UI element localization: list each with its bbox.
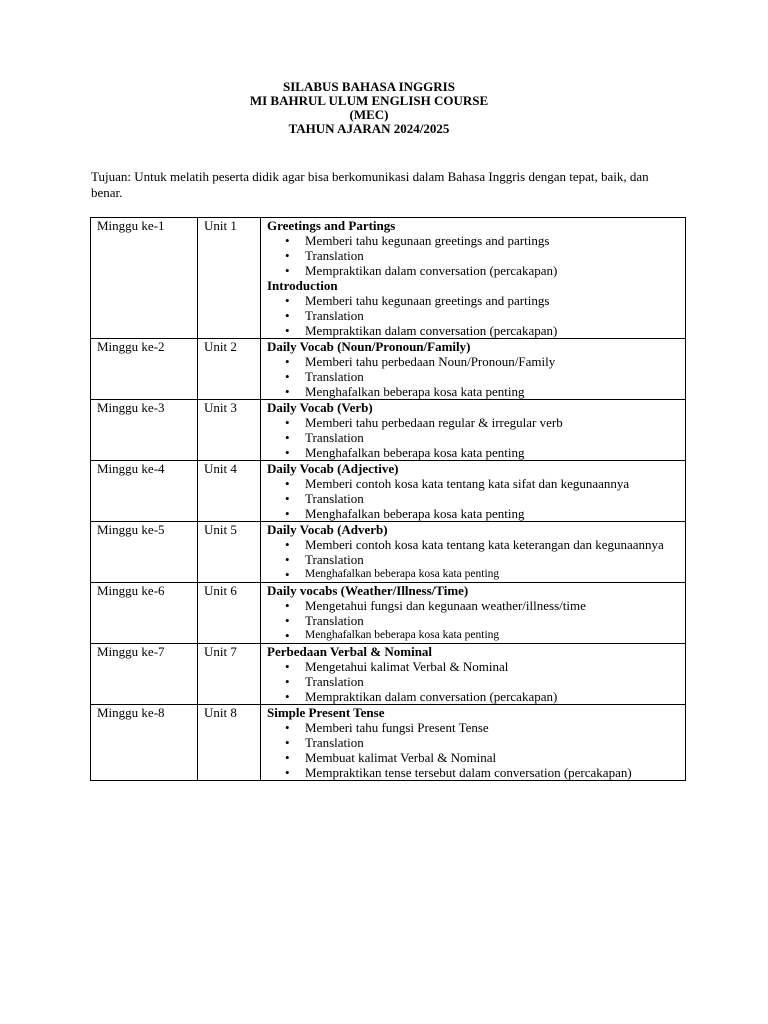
purpose-statement: Tujuan: Untuk melatih peserta didik agar bisa berkomunikasi dalam Bahasa Inggris dengan tepat, baik, dan benar. xyxy=(91,169,649,200)
syllabus-row xyxy=(91,461,686,522)
unit-cell: Unit 8 xyxy=(198,705,261,781)
topic-point: • Memberi tahu kegunaan greetings and partings xyxy=(305,293,685,308)
unit-cell: Unit 5 xyxy=(198,522,261,583)
topic-points-list xyxy=(267,537,685,582)
topic-point: • Memberi contoh kosa kata tentang kata keterangan dan kegunaannya xyxy=(305,537,685,552)
topic-point: • Menghafalkan beberapa kosa kata penting xyxy=(305,567,685,582)
topic-point: • Translation xyxy=(305,674,685,689)
topic-point: • Memberi tahu perbedaan regular & irregular verb xyxy=(305,415,685,430)
content-cell xyxy=(261,218,686,339)
unit-cell: Unit 3 xyxy=(198,400,261,461)
week-cell: Minggu ke-7 xyxy=(91,644,198,705)
week-cell: Minggu ke-5 xyxy=(91,522,198,583)
topic-point: • Translation xyxy=(305,613,685,628)
topic-point: • Translation xyxy=(305,308,685,323)
topic-points-list xyxy=(267,659,685,704)
topic-title: Daily Vocab (Adverb) xyxy=(267,522,388,537)
document-title-block xyxy=(0,80,738,136)
syllabus-row xyxy=(91,339,686,400)
syllabus-table xyxy=(90,217,686,781)
title-line: (MEC) xyxy=(349,107,389,122)
unit-cell: Unit 4 xyxy=(198,461,261,522)
topic-points-list xyxy=(267,476,685,521)
topic-point: • Menghafalkan beberapa kosa kata penting xyxy=(305,384,685,399)
topic-point: • Memberi tahu fungsi Present Tense xyxy=(305,720,685,735)
topic-points-list xyxy=(267,720,685,780)
week-cell: Minggu ke-2 xyxy=(91,339,198,400)
unit-cell: Unit 7 xyxy=(198,644,261,705)
topic-point: • Membuat kalimat Verbal & Nominal xyxy=(305,750,685,765)
topic-point: • Menghafalkan beberapa kosa kata penting xyxy=(305,628,685,643)
topic-point: • Mempraktikan dalam conversation (percakapan) xyxy=(305,689,685,704)
topic-point: • Menghafalkan beberapa kosa kata penting xyxy=(305,445,685,460)
syllabus-row xyxy=(91,400,686,461)
content-cell xyxy=(261,583,686,644)
topic-points-list xyxy=(267,293,685,338)
topic-title: Simple Present Tense xyxy=(267,705,385,720)
week-cell: Minggu ke-3 xyxy=(91,400,198,461)
content-cell xyxy=(261,461,686,522)
topic-title: Greetings and Partings xyxy=(267,218,396,233)
syllabus-row xyxy=(91,583,686,644)
syllabus-row xyxy=(91,705,686,781)
topic-title: Perbedaan Verbal & Nominal xyxy=(267,644,433,659)
title-line: TAHUN AJARAN 2024/2025 xyxy=(288,121,450,136)
week-cell: Minggu ke-6 xyxy=(91,583,198,644)
topic-point: • Translation xyxy=(305,369,685,384)
unit-cell: Unit 6 xyxy=(198,583,261,644)
topic-points-list xyxy=(267,415,685,460)
topic-point: • Translation xyxy=(305,491,685,506)
topic-point: • Memberi contoh kosa kata tentang kata sifat dan kegunaannya xyxy=(305,476,685,491)
unit-cell: Unit 2 xyxy=(198,339,261,400)
topic-point: • Translation xyxy=(305,552,685,567)
topic-title: Daily Vocab (Noun/Pronoun/Family) xyxy=(267,339,471,354)
topic-point: • Memberi tahu perbedaan Noun/Pronoun/Family xyxy=(305,354,685,369)
topic-point: • Memberi tahu kegunaan greetings and partings xyxy=(305,233,685,248)
topic-title: Daily Vocab (Verb) xyxy=(267,400,373,415)
content-cell xyxy=(261,705,686,781)
topic-point: • Mengetahui kalimat Verbal & Nominal xyxy=(305,659,685,674)
topic-point: • Translation xyxy=(305,735,685,750)
topic-point: • Translation xyxy=(305,248,685,263)
content-cell xyxy=(261,644,686,705)
topic-points-list xyxy=(267,233,685,278)
title-line: MI BAHRUL ULUM ENGLISH COURSE xyxy=(249,93,489,108)
syllabus-row xyxy=(91,644,686,705)
content-cell xyxy=(261,522,686,583)
topic-point: • Mempraktikan tense tersebut dalam conversation (percakapan) xyxy=(305,765,685,780)
week-cell: Minggu ke-4 xyxy=(91,461,198,522)
topic-point: • Mempraktikan dalam conversation (percakapan) xyxy=(305,323,685,338)
topic-title: Daily vocabs (Weather/Illness/Time) xyxy=(267,583,469,598)
topic-point: • Translation xyxy=(305,430,685,445)
title-line: SILABUS BAHASA INGGRIS xyxy=(283,79,455,94)
topic-points-list xyxy=(267,354,685,399)
week-cell: Minggu ke-8 xyxy=(91,705,198,781)
topic-title: Daily Vocab (Adjective) xyxy=(267,461,399,476)
content-cell xyxy=(261,400,686,461)
topic-point: • Mempraktikan dalam conversation (percakapan) xyxy=(305,263,685,278)
content-cell xyxy=(261,339,686,400)
topic-point: • Mengetahui fungsi dan kegunaan weather/illness/time xyxy=(305,598,685,613)
topic-title: Introduction xyxy=(267,278,338,293)
syllabus-row xyxy=(91,218,686,339)
unit-cell: Unit 1 xyxy=(198,218,261,339)
topic-point: • Menghafalkan beberapa kosa kata penting xyxy=(305,506,685,521)
week-cell: Minggu ke-1 xyxy=(91,218,198,339)
syllabus-row xyxy=(91,522,686,583)
topic-points-list xyxy=(267,598,685,643)
